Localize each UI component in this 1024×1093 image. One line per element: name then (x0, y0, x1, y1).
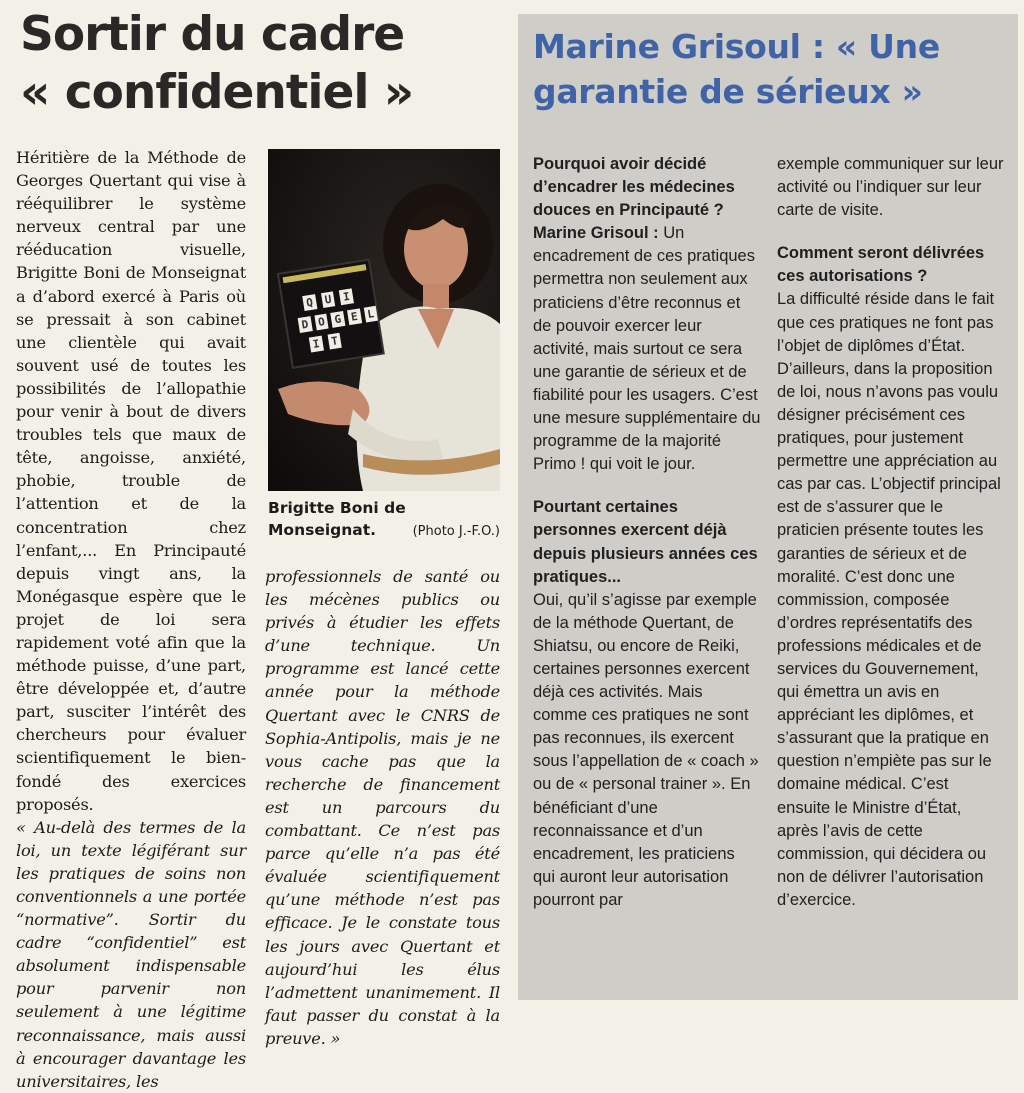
interview-question: Pourtant certaines personnes exercent déjà depuis plusieurs années ces pratiques... (533, 498, 758, 586)
letter-tile: L (363, 306, 378, 323)
interview-column-1 (533, 153, 761, 912)
photo-caption (268, 497, 500, 543)
interview-answer-continued: exemple communiquer sur leur activité ou l’indiquer sur leur carte de visite. (777, 155, 1004, 220)
article-quote-text: « Au-delà des termes de la loi, un texte légiférant sur les pratiques de soins non conventionnels a une portée “normative”. Sortir du cadre “confidentiel” est absolument indispensable pour parvenir non seulement à une légitime reconnaissance, mais aussi à encourager davantage les universitaires, les (16, 817, 246, 1091)
letter-tile: Q (302, 294, 317, 311)
article-body-text: Héritière de la Méthode de Georges Quertant qui vise à rééquilibrer le système nerveux central par une rééducation visuelle, Brigitte Boni de Monseignat a d’abord exercé à Paris où se pressait à son cabinet une clientèle qui avait souvent usé de toutes les possibilités de l’allopathie pour venir à bout de divers troubles tels que maux de tête, angoisse, anxiété, phobie, trouble de l’attention et de la concentration chez l’enfant,... En Principauté depuis vingt ans, la Monégasque espère que le projet de loi sera rapidement voté afin que la méthode puisse, d’une part, être développée et, d’autre part, susciter l’intérêt des chercheurs pour évaluer scientifiquement le bien-fondé des exercices proposés. (16, 148, 246, 814)
article-headline: Sortir du cadre « confidentiel » (20, 7, 414, 120)
letter-tile: O (314, 314, 329, 331)
letter-tile: T (327, 333, 342, 350)
interview-answer: La difficulté réside dans le fait que ces pratiques ne font pas l’objet de diplômes d’État. D’ailleurs, dans la proposition de loi, nous n’avons pas voulu désigner précisément ces pratiques, pour justement permettre une appréciation au cas par cas. L’objectif principal est de s’assurer que le praticien présente toutes les garanties de sérieux et de moralité. C’est donc une commission, composée d’ordres représentatifs des professions médicales et de services du Gouvernement, qui émettra un avis en appréciant les diplômes, et s’assurant que la pratique en question n’empiète pas sur le domaine médical. C’est ensuite le Ministre d’État, après l’avis de cette commission, qui décidera ou non de délivrer l’autorisation d’exercice. (777, 290, 1001, 909)
interview-column-2 (777, 153, 1005, 912)
article-column-2 (265, 565, 500, 1050)
caption-text: Brigitte Boni de Monseignat. (268, 499, 406, 539)
portrait-photo (268, 149, 500, 491)
interviewee-name: Marine Grisoul : (533, 224, 659, 243)
letter-tile: D (298, 316, 313, 333)
interview-answer: Oui, qu’il s’agisse par exemple de la méthode Quertant, de Shiatsu, ou encore de Reiki, certaines personnes exercent déjà ces activités. Mais comme ces pratiques ne sont pas reconnues, ils exercent sous l’appellation de « coach » ou de « personal trainer ». En bénéficiant d’une reconnaissance et d’un encadrement, les praticiens qui auront leur autorisation pourront par (533, 590, 759, 909)
photo-credit: (Photo J.-F.O.) (412, 524, 500, 539)
letter-tile: G (330, 311, 345, 328)
letter-tile: U (321, 291, 336, 308)
interview-question: Comment seront délivrées ces autorisations ? (777, 244, 985, 286)
letter-tile: I (339, 288, 354, 305)
interview-title: Marine Grisoul : « Une garantie de sérieux » (533, 27, 940, 111)
letter-tile: E (347, 308, 362, 325)
article-quote-continued: professionnels de santé ou les mécènes publics ou privés à étudier les effets d’une technique. Un programme est lancé cette année pour la méthode Quertant avec le CNRS de Sophia-Antipolis, mais je ne vous cache pas que la recherche de financement est un parcours du combattant. Ce n’est pas parce qu’elle n’a pas été évaluée scientifiquement qu’une méthode n’est pas efficace. Je le constate tous les jours avec Quertant et aujourd’hui les élus l’admettent unanimement. Il faut passer du constat à la preuve. » (265, 567, 500, 1048)
letter-tile: I (309, 336, 324, 353)
interview-question: Pourquoi avoir décidé d’encadrer les médecines douces en Principauté ? (533, 155, 735, 220)
article-column-1 (16, 146, 246, 1093)
interview-answer: Un encadrement de ces pratiques permettra non seulement aux praticiens d’être reconnus et de pouvoir exercer leur activité, mais surtout ce sera une garantie de sérieux et de fiabilité pour les usagers. C’est une mesure supplémentaire du programme de la majorité Primo ! qui voit le jour. (533, 224, 761, 474)
